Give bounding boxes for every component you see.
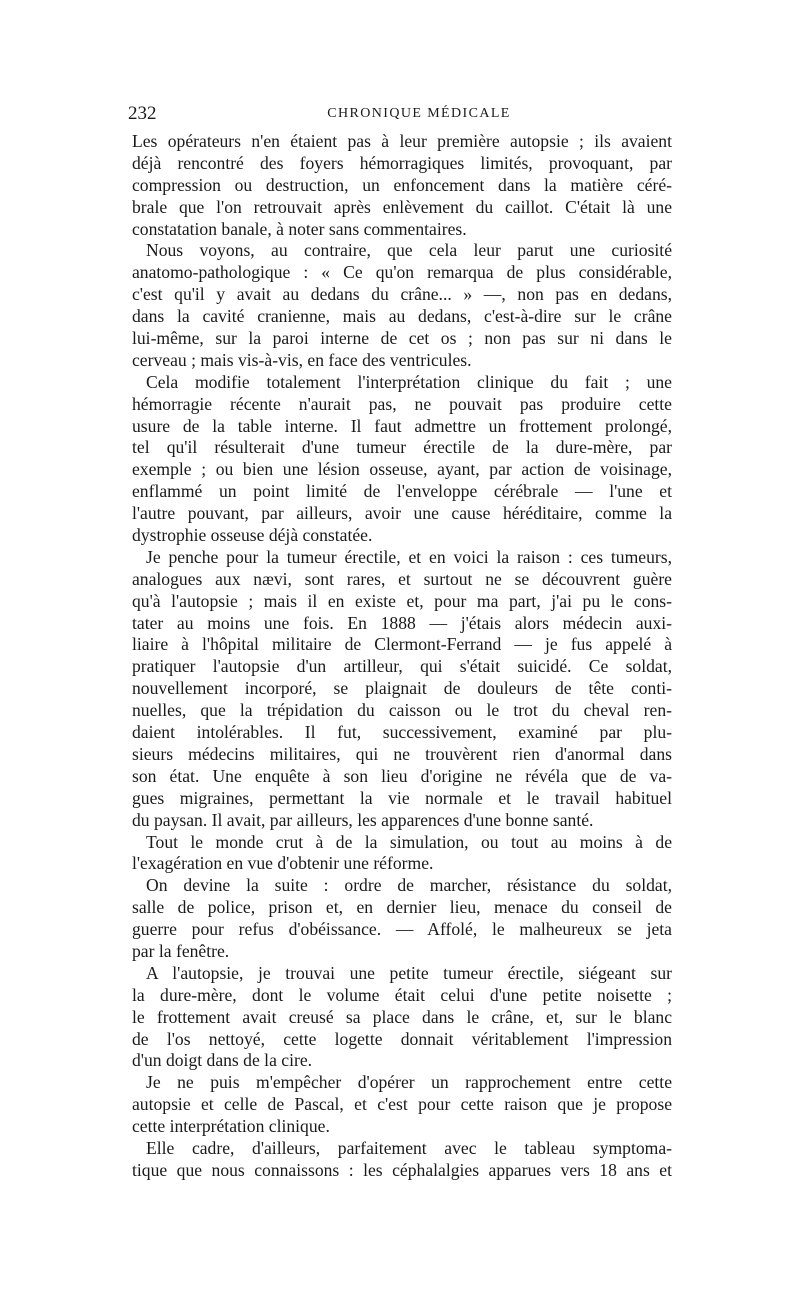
text-line: On devine la suite : ordre de marcher, résistance du soldat, [146,875,672,896]
text-line: Tout le monde crut à de la simulation, ou tout au moins à de [146,831,672,852]
text-line: Nous voyons, au contraire, que cela leur parut une curiosité [146,240,672,261]
text-line: cerveau ; mais vis-à-vis, en face des ventricules. [132,349,472,370]
text-line: enflammé un point limité de l'enveloppe cérébrale — l'une et [132,481,672,502]
text-line: cette interprétation clinique. [132,1116,330,1137]
text-line: la dure-mère, dont le volume était celui d'une petite noisette ; [132,984,672,1005]
page-number: 232 [128,103,157,124]
text-line: hémorragie récente n'aurait pas, ne pouvait pas produire cette [132,393,672,414]
text-line: par la fenêtre. [132,940,230,961]
body-text [132,131,672,1182]
text-line: sieurs médecins militaires, qui ne trouvèrent rien d'anormal dans [132,743,672,764]
text-line: son état. Une enquête à son lieu d'origine ne révéla que de va- [132,765,672,786]
text-line: nouvellement incorporé, se plaignait de douleurs de tête conti- [132,678,672,699]
text-line: liaire à l'hôpital militaire de Clermont-Ferrand — je fus appelé à [132,634,672,655]
text-line: Elle cadre, d'ailleurs, parfaitement avec le tableau symptoma- [146,1137,672,1158]
text-line: déjà rencontré des foyers hémorragiques limités, provoquant, par [132,152,672,173]
text-line: A l'autopsie, je trouvai une petite tumeur érectile, siégeant sur [146,962,672,983]
text-line: analogues aux nævi, sont rares, et surtout ne se découvrent guère [132,568,672,589]
text-line: salle de police, prison et, en dernier lieu, menace du conseil de [132,897,672,918]
text-line: du paysan. Il avait, par ailleurs, les apparences d'une bonne santé. [132,809,594,830]
text-line: de l'os nettoyé, cette logette donnait véritablement l'impression [132,1028,672,1049]
text-line: l'autre pouvant, par ailleurs, avoir une cause héréditaire, comme la [132,503,672,524]
text-line: compression ou destruction, un enfoncement dans la matière céré- [132,174,672,195]
text-line: anatomo-pathologique : « Ce qu'on remarqua de plus considérable, [132,262,672,283]
text-line: c'est qu'il y avait au dedans du crâne... » —, non pas en dedans, [132,284,672,305]
text-line: tel qu'il résulterait d'une tumeur érectile de la dure-mère, par [132,437,672,458]
text-line: qu'à l'autopsie ; mais il en existe et, pour ma part, j'ai pu le cons- [132,590,672,611]
text-line: daient intolérables. Il fut, successivement, examiné par plu- [132,722,672,743]
text-line: dystrophie osseuse déjà constatée. [132,525,373,546]
text-line: Je penche pour la tumeur érectile, et en voici la raison : ces tumeurs, [146,546,672,567]
text-line: d'un doigt dans de la cire. [132,1050,313,1071]
text-line: usure de la table interne. Il faut admettre un frottement prolongé, [132,415,672,436]
text-line: guerre pour refus d'obéissance. — Affolé, le malheureux se jeta [132,919,672,940]
text-line: Je ne puis m'empêcher d'opérer un rapprochement entre cette [146,1072,672,1093]
text-line: tater au moins une fois. En 1888 — j'étais alors médecin auxi- [132,612,672,633]
text-line: gues migraines, permettant la vie normale et le travail habituel [132,787,672,808]
text-line: nuelles, que la trépidation du caisson ou le trot du cheval ren- [132,700,672,721]
text-line: pratiquer l'autopsie d'un artilleur, qui s'était suicidé. Ce soldat, [132,656,672,677]
text-line: dans la cavité cranienne, mais au dedans, c'est-à-dire sur le crâne [132,306,672,327]
text-line: autopsie et celle de Pascal, et c'est pour cette raison que je propose [132,1094,672,1115]
running-title: CHRONIQUE MÉDICALE [327,106,511,121]
text-line: Cela modifie totalement l'interprétation clinique du fait ; une [146,371,672,392]
text-line: le frottement avait creusé sa place dans le crâne, et, sur le blanc [132,1006,672,1027]
text-line: Les opérateurs n'en étaient pas à leur première autopsie ; ils avaient [132,131,672,151]
text-line: l'exagération en vue d'obtenir une réforme. [132,853,434,874]
text-line: brale que l'on retrouvait après enlèvement du caillot. C'était là une [132,196,672,217]
text-line: lui-même, sur la paroi interne de cet os ; non pas sur ni dans le [132,328,672,349]
text-line: tique que nous connaissons : les céphalalgies apparues vers 18 ans et [132,1159,672,1180]
text-line: exemple ; ou bien une lésion osseuse, ayant, par action de voisinage, [132,459,672,480]
text-line: constatation banale, à noter sans commentaires. [132,218,467,239]
